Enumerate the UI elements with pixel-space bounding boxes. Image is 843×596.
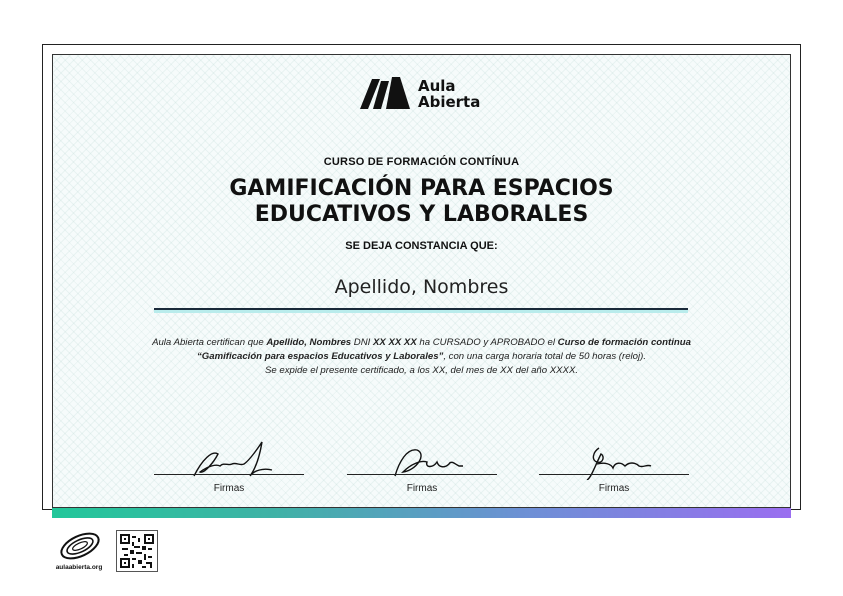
signature-label-2: Firmas bbox=[406, 483, 438, 494]
body-text-3: ha CURSADO y APROBADO el bbox=[416, 337, 558, 348]
body-text-1: Aula Abierta certifican que bbox=[152, 337, 267, 348]
course-title bbox=[52, 176, 791, 228]
signature-block-1 bbox=[154, 440, 304, 496]
signature-block-3 bbox=[539, 440, 689, 496]
course-title-line2: EDUCATIVOS Y LABORALES bbox=[254, 202, 589, 227]
signature-line-2 bbox=[347, 474, 497, 475]
certificate-body bbox=[52, 336, 791, 378]
course-title-line1: GAMIFICACIÓN PARA ESPACIOS bbox=[229, 176, 614, 201]
body-text-5: Se expide el presente certificado, a los XX, del mes de XX del año XXXX. bbox=[264, 365, 579, 376]
gradient-bar bbox=[52, 508, 791, 518]
course-type: CURSO DE FORMACIÓN CONTÍNUA bbox=[323, 156, 520, 168]
signature-line-3 bbox=[539, 474, 689, 475]
org-logo-icon bbox=[56, 530, 104, 562]
qr-code-icon bbox=[120, 534, 154, 568]
org-url: aulaabierta.org bbox=[55, 564, 103, 571]
signature-label-1: Firmas bbox=[213, 483, 245, 494]
brand-name bbox=[418, 78, 480, 110]
recipient-name: Apellido, Nombres bbox=[334, 276, 509, 298]
body-bold-name: Apellido, Nombres bbox=[266, 337, 352, 348]
signature-line-1 bbox=[154, 474, 304, 475]
qr-code[interactable] bbox=[116, 530, 158, 572]
brand-line2: Abierta bbox=[418, 93, 481, 111]
recipient-underline bbox=[154, 308, 688, 310]
body-bold-course: Curso de formación continua “Gamificación para espacios Educativos y Laborales” bbox=[197, 337, 691, 362]
signature-label-3: Firmas bbox=[598, 483, 630, 494]
signature-block-2 bbox=[347, 440, 497, 496]
constancia-heading: SE DEJA CONSTANCIA QUE: bbox=[345, 240, 498, 252]
body-text-4: , con una carga horaria total de 50 horas (reloj). bbox=[443, 351, 646, 362]
brand-line1: Aula bbox=[418, 77, 456, 95]
body-text-2: DNI bbox=[351, 337, 373, 348]
body-bold-dni: XX XX XX bbox=[373, 337, 417, 348]
